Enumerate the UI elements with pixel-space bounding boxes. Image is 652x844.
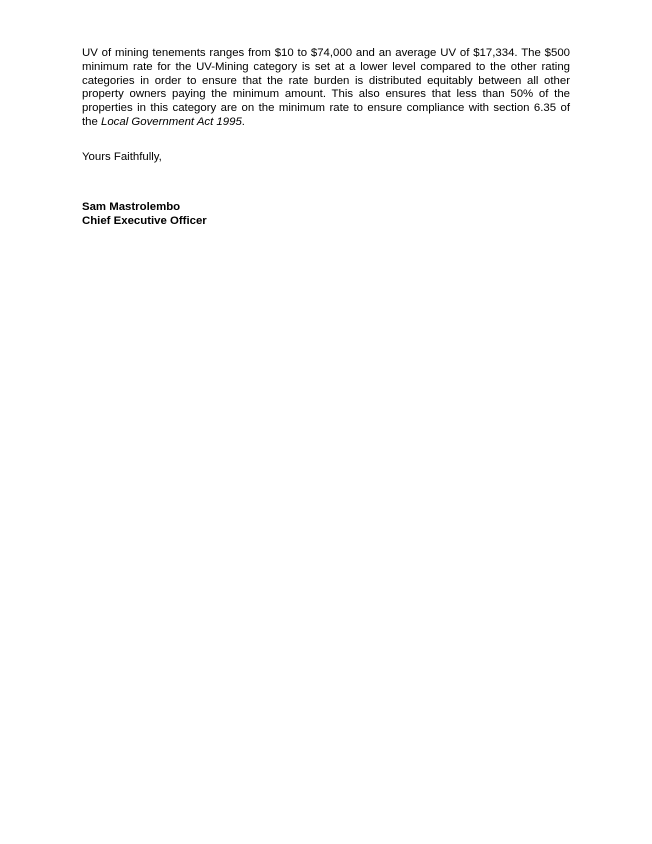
signatory-title: Chief Executive Officer (82, 214, 207, 227)
signatory-name: Sam Mastrolembo (82, 201, 181, 213)
closing-salutation: Yours Faithfully, (82, 151, 162, 163)
paragraph-end: . (241, 115, 245, 128)
body-paragraph (82, 47, 570, 130)
act-name: Local Government Act 1995 (101, 115, 242, 128)
signature-block (82, 201, 207, 229)
paragraph-text: UV of mining tenements ranges from $10 to $74,000 and an average UV of $17,334. The $500 minimum rate for the UV-Mining category is set at a lower level compared to the other rating categories in order to ensure that the rate burden is distributed equitably between all other property owners paying the minimum amount. This also ensures that less than 50% of the properties in this category are on the minimum rate to ensure compliance with section 6.35 of the (82, 47, 570, 128)
